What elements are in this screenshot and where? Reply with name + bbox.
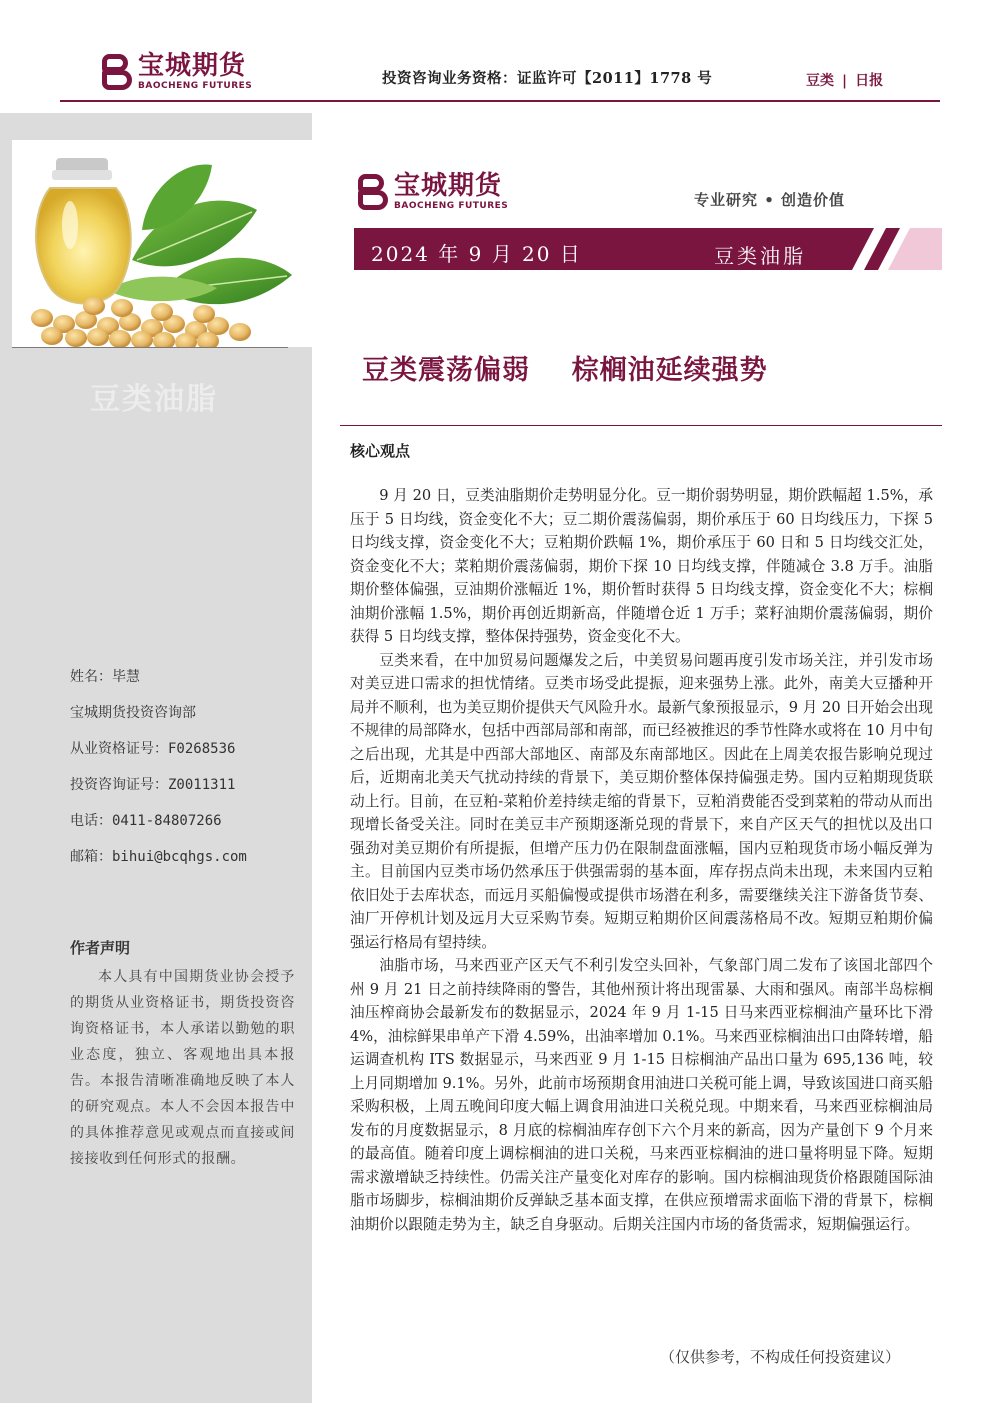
baocheng-logo-icon bbox=[100, 52, 134, 92]
brand-name-en: BAOCHENG FUTURES bbox=[394, 201, 509, 211]
author-statement-title: 作者声明 bbox=[70, 939, 131, 957]
qualification-text: 投资咨询业务资格：证监许可【2011】1778 号 bbox=[382, 70, 713, 87]
author-statement-body: 本人具有中国期货业协会授予的期货从业资格证书，期货投资咨询资格证书，本人承诺以勤勉的职业态度，独立、客观地出具本报告。本报告清晰准确地反映了本人的研究观点。本人不会因本报告中的具体推荐意见或观点而直接或间接接收到任何形式的报酬。 bbox=[70, 969, 295, 1167]
header-divider bbox=[60, 100, 940, 102]
date-banner bbox=[354, 228, 942, 270]
brand-name-cn: 宝城期货 bbox=[138, 51, 247, 81]
header-tag-type: 日报 bbox=[855, 73, 884, 89]
header-logo bbox=[100, 52, 252, 92]
photo-divider bbox=[12, 347, 288, 348]
slogan: 专业研究 • 创造价值 bbox=[694, 191, 846, 209]
header-tags bbox=[806, 70, 883, 90]
header-tag-category: 豆类 bbox=[806, 73, 834, 89]
report-date: 2024 年 9 月 20 日 bbox=[371, 242, 582, 266]
brand-name-cn: 宝城期货 bbox=[394, 171, 503, 201]
soybean-oil-jar-image bbox=[12, 140, 312, 347]
author-advisory-license: 投资咨询证号：Z0011311 bbox=[70, 777, 236, 793]
author-department: 宝城期货投资咨询部 bbox=[70, 705, 196, 721]
report-logo bbox=[356, 172, 508, 212]
body-paragraph: 豆类来看，在中加贸易问题爆发之后，中美贸易问题再度引发市场关注，并引发市场对美豆进口需求的担忧情绪。豆类市场受此提振，迎来强势上涨。此外，南美大豆播种开局并不顺利，也为美豆期价提供天气风险升水。最新气象预报显示，9 月 20 日开始会出现不规律的局部降水，包括中西部局部和南部，而已经被推迟的季节性降水或将在 10 月中旬之后出现，尤其是中西部大部地区、南部及东南部地区。因此在上周美农报告影响兑现过后，近期南北美天气扰动持续的背景下，美豆期价整体保持偏强走势。国内豆粕期现货联动上行。目前，在豆粕-菜粕价差持续走缩的背景下，豆粕消费能否受到菜粕的带动从而出现增长备受关注。同时在美豆丰产预期逐渐兑现的背景下，来自产区天气的担忧以及出口强劲对美豆期价有所提振，但增产压力仍在限制盘面涨幅，国内豆粕现货市场小幅反弹为主。目前国内豆类市场仍然承压于供强需弱的基本面，库存拐点尚未出现，未来国内豆粕依旧处于去库状态，而远月买船偏慢或提供市场潜在利多，需要继续关注下游备货节奏、油厂开停机计划及远月大豆采购节奏。短期豆粕期价区间震荡格局不改。短期豆粕期价偏强运行格局有望持续。 bbox=[350, 651, 933, 951]
baocheng-logo-icon bbox=[356, 172, 390, 212]
sidebar-category-watermark: 豆类油脂 bbox=[90, 382, 218, 417]
author-email: 邮箱：bihui@bcqhgs.com bbox=[70, 849, 247, 865]
body-paragraph: 油脂市场，马来西亚产区天气不利引发空头回补，气象部门周二发布了该国北部四个州 9 月 21 日之前持续降雨的警告，其他州预计将出现雷暴、大雨和强风。南部半岛棕榈油压榨商协会最新发布的数据显示，2024 年 9 月 1-15 日马来西亚棕榈油产量环比下滑 4%，油棕鲜果串单产下滑 4.59%，出油率增加 0.1%。马来西亚棕榈油出口由降转增，船运调查机构 ITS 数据显示，马来西亚 9 月 1-15 日棕榈油产品出口量为 695,136 吨，较上月同期增加 9.1%。另外，此前市场预期食用油进口关税可能上调，导致该国进口商买船采购积极，上周五晚间印度大幅上调食用油进口关税兑现。中期来看，马来西亚棕榈油局发布的月度数据显示，8 月底的棕榈油库存创下六个月来的新高，因为产量创下 9 个月来的最高值。随着印度上调棕榈油的进口关税，马来西亚棕榈油的进口量将明显下降。短期需求激增缺乏持续性。仍需关注产量变化对库存的影响。国内棕榈油现货价格跟随国际油脂市场脚步，棕榈油期价反弹缺乏基本面支撑，在供应预增需求面临下滑的背景下，棕榈油期价以跟随走势为主，缺乏自身驱动。后期关注国内市场的备货需求，短期偏强运行。 bbox=[350, 957, 933, 1233]
author-info bbox=[70, 668, 247, 884]
header-tag-separator: | bbox=[842, 73, 848, 89]
author-license: 从业资格证号：F0268536 bbox=[70, 741, 236, 757]
author-phone: 电话：0411-84807266 bbox=[70, 813, 222, 829]
brand-name-en: BAOCHENG FUTURES bbox=[138, 81, 253, 91]
report-title: 豆类震荡偏弱 棕榈油延续强势 bbox=[362, 355, 768, 386]
body-paragraph: 9 月 20 日，豆类油脂期价走势明显分化。豆一期价弱势明显，期价跌幅超 1.5%，承压于 5 日均线，资金变化不大；豆二期价震荡偏弱，期价承压于 60 日均线压力，下探 5 日均线支撑，资金变化不大；豆粕期价跌幅 1%，期价承压于 60 日和 5 日均线交汇处，资金变化不大；菜粕期价震荡偏弱，期价下探 10 日均线支撑，伴随减仓 3.8 万手。油脂期价整体偏强，豆油期价涨幅近 1%，期价暂时获得 5 日均线支撑，资金变化不大；棕榈油期价涨幅 1.5%，期价再创近期新高，伴随增仓近 1 万手；菜籽油期价震荡偏弱，期价获得 5 日均线支撑，整体保持强势，资金变化不大。 bbox=[350, 487, 933, 645]
core-view-heading: 核心观点 bbox=[350, 442, 411, 460]
disclaimer: （仅供参考，不构成任何投资建议） bbox=[660, 1348, 901, 1366]
author-name: 姓名：毕慧 bbox=[70, 669, 140, 685]
title-divider bbox=[340, 425, 942, 426]
report-body bbox=[350, 484, 933, 1236]
banner-category: 豆类油脂 bbox=[714, 244, 806, 268]
page-header bbox=[0, 0, 992, 104]
